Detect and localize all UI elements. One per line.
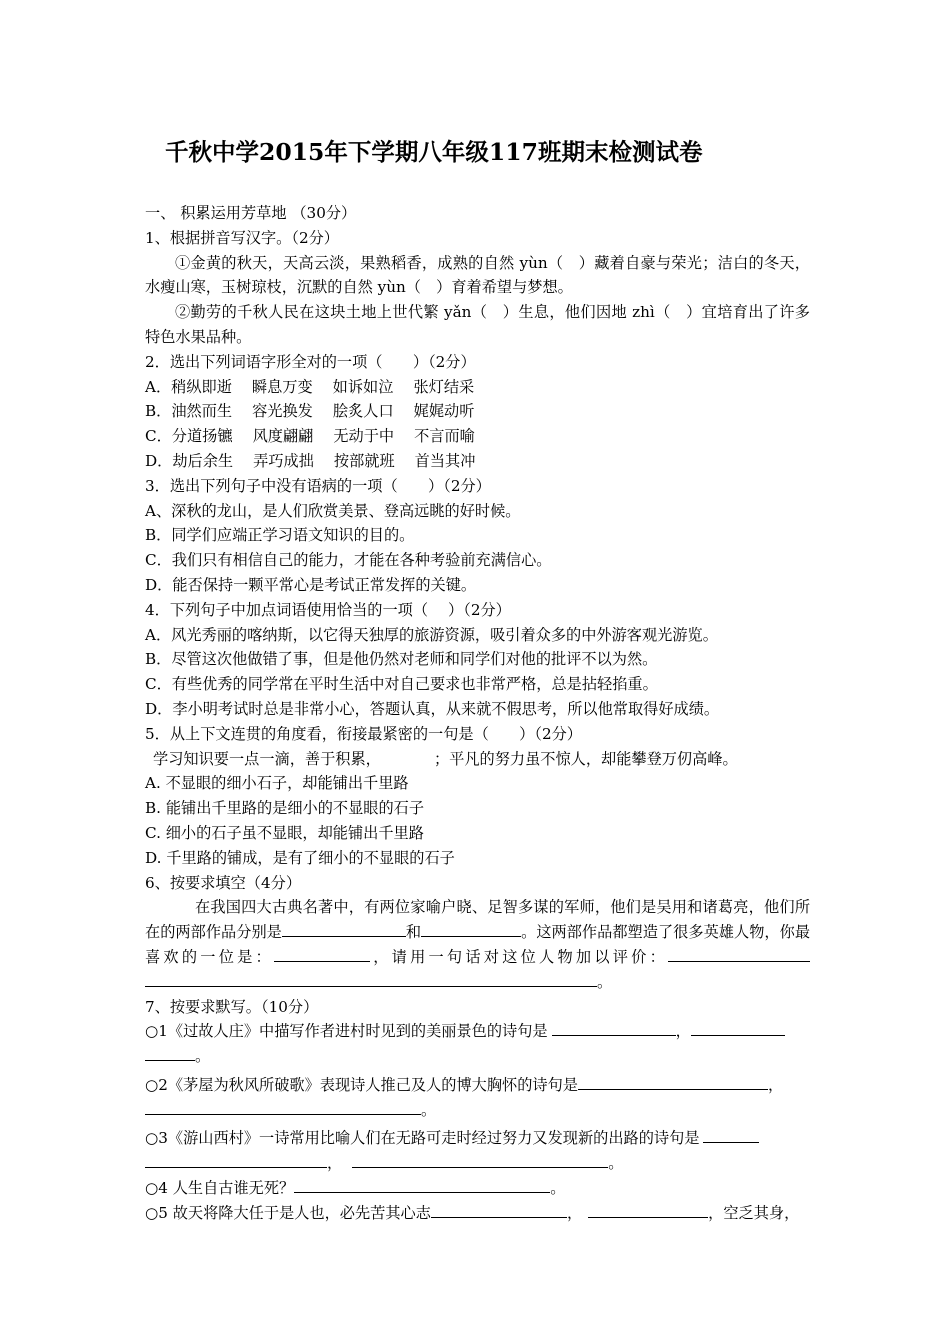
question-5-option-d: D. 千里路的铺成，是有了细小的不显眼的石子 <box>145 848 455 867</box>
item-5-blank-2[interactable] <box>588 1201 708 1218</box>
item-3-blank-1[interactable] <box>703 1126 759 1143</box>
comma: ， <box>675 1022 691 1041</box>
item-1-blank-1[interactable] <box>552 1019 676 1036</box>
question-7-item-2-text: ○2《茅屋为秋风所破歌》表现诗人推己及人的博大胸怀的诗句是 <box>145 1075 578 1094</box>
item-2-blank-1[interactable] <box>578 1073 768 1090</box>
period: 。 <box>608 1154 624 1173</box>
question-1-heading: 1、根据拼音写汉字。（2分） <box>145 228 339 247</box>
question-1-paragraph-1: ①金黄的秋天，天高云淡，果熟稻香，成熟的自然 yùn（ ）藏着自豪与荣光；洁白的冬天，水瘦山寒，玉树琼枝，沉默的自然 yùn（ ）育着希望与梦想。 <box>145 253 810 297</box>
question-6-end: 。 <box>597 972 613 991</box>
question-4-option-a: A．风光秀丽的喀纳斯，以它得天独厚的旅游资源，吸引着众多的中外游客观光游览。 <box>145 625 718 644</box>
evaluation-blank-1[interactable] <box>668 945 810 962</box>
question-6-text-3: 。这两部作品都塑造了很多英雄人物，你最喜欢的一位是： <box>145 923 811 966</box>
period: 。 <box>421 1100 437 1119</box>
question-5-option-c: C. 细小的石子虽不显眼，却能铺出千里路 <box>145 823 424 842</box>
question-3-option-b: B．同学们应端正学习语文知识的目的。 <box>145 526 415 545</box>
question-4-option-b: B．尽管这次他做错了事，但是他仍然对老师和同学们对他的批评不以为然。 <box>145 650 658 669</box>
question-7-item-5-text-2: ，空乏其身， <box>708 1203 800 1222</box>
item-3-blank-2[interactable] <box>145 1151 327 1168</box>
question-5-stem: 学习知识要一点一滴，善于积累， ；平凡的努力虽不惊人，却能攀登万仞高峰。 <box>153 749 738 768</box>
question-7-item-1 <box>145 1019 810 1069</box>
item-1-blank-2[interactable] <box>691 1019 785 1036</box>
question-7-item-5-text: ○5 故天将降大任于是人也，必先苦其心志 <box>145 1203 431 1222</box>
evaluation-blank-2[interactable] <box>145 970 597 987</box>
question-6-text-2: 和 <box>405 923 422 942</box>
question-7-item-4 <box>145 1176 810 1201</box>
question-3-heading: 3．选出下列句子中没有语病的一项（ ）（2分） <box>145 476 491 495</box>
question-5-option-a: A. 不显眼的细小石子，却能铺出千里路 <box>145 774 409 793</box>
question-7-item-1-text: ○1《过故人庄》中描写作者进村时见到的美丽景色的诗句是 <box>145 1022 548 1041</box>
question-4-heading: 4．下列句子中加点词语使用恰当的一项（ ）（2分） <box>145 600 511 619</box>
item-3-blank-3[interactable] <box>352 1151 608 1168</box>
question-7-item-3-text: ○3《游山西村》一诗常用比喻人们在无路可走时经过努力又发现新的出路的诗句是 <box>145 1129 700 1148</box>
question-2-heading: 2．选出下列词语字形全对的一项（ ）（2分） <box>145 352 476 371</box>
exam-title: 千秋中学2015年下学期八年级117班期末检测试卷 <box>165 138 703 166</box>
question-3-option-c: C．我们只有相信自己的能力，才能在各种考验前充满信心。 <box>145 551 552 570</box>
item-4-blank[interactable] <box>294 1176 550 1193</box>
period: 。 <box>195 1047 211 1066</box>
question-7-item-3 <box>145 1126 810 1176</box>
question-6-text-4: ，请用一句话对这位人物加以评价： <box>369 947 669 966</box>
question-4-option-d: D．李小明考试时总是非常小心，答题认真，从来就不假思考，所以他常取得好成绩。 <box>145 699 720 718</box>
favorite-character-blank[interactable] <box>274 945 370 962</box>
question-6-text-1: 在我国四大古典名著中，有两位家喻户晓、足智多谋的军师，他们是吴用和诸葛亮，他们所在的两部作品分别是 <box>145 898 810 942</box>
item-1-blank-3[interactable] <box>145 1044 195 1061</box>
question-5-option-b: B. 能铺出千里路的是细小的不显眼的石子 <box>145 799 425 818</box>
question-7-item-4-text: ○4 人生自古谁无死？ <box>145 1179 295 1198</box>
question-2-option-c: C．分道扬镳 风度翩翩 无动于中 不言而喻 <box>145 427 475 446</box>
question-6-heading: 6、按要求填空（4分） <box>145 873 302 892</box>
comma: ， <box>327 1154 343 1173</box>
item-2-blank-2[interactable] <box>145 1098 421 1115</box>
question-3-option-d: D．能否保持一颗平常心是考试正常发挥的关键。 <box>145 575 477 594</box>
question-5-heading: 5．从上下文连贯的角度看，衔接最紧密的一句是（ ）（2分） <box>145 724 582 743</box>
work-2-blank[interactable] <box>421 920 521 937</box>
question-2-option-d: D．劫后余生 弄巧成拙 按部就班 首当其冲 <box>145 451 476 470</box>
question-2-option-a: A．稍纵即逝 瞬息万变 如诉如泣 张灯结采 <box>145 377 475 396</box>
period: 。 <box>550 1179 566 1198</box>
question-7-heading: 7、按要求默写。（10分） <box>145 997 319 1016</box>
comma: ， <box>566 1203 583 1222</box>
question-7-item-5 <box>145 1201 810 1226</box>
question-3-option-a: A、深秋的龙山，是人们欣赏美景、登高远眺的好时候。 <box>145 501 521 520</box>
exam-body <box>145 201 810 1226</box>
section-heading: 一、 积累运用芳草地 （30分） <box>145 204 357 222</box>
comma: ， <box>767 1075 784 1094</box>
question-1-paragraph-2: ②勤劳的千秋人民在这块土地上世代繁 yǎn（ ）生息，他们因地 zhì（ ）宜培育出了许多特色水果品种。 <box>145 303 810 346</box>
question-6-body <box>145 895 810 994</box>
question-4-option-c: C．有些优秀的同学常在平时生活中对自己要求也非常严格，总是拈轻掐重。 <box>145 675 658 694</box>
question-7-item-2 <box>145 1073 810 1123</box>
work-1-blank[interactable] <box>282 920 406 937</box>
item-5-blank-1[interactable] <box>431 1201 567 1218</box>
question-2-option-b: B．油然而生 容光换发 脍炙人口 娓娓动听 <box>145 402 475 421</box>
